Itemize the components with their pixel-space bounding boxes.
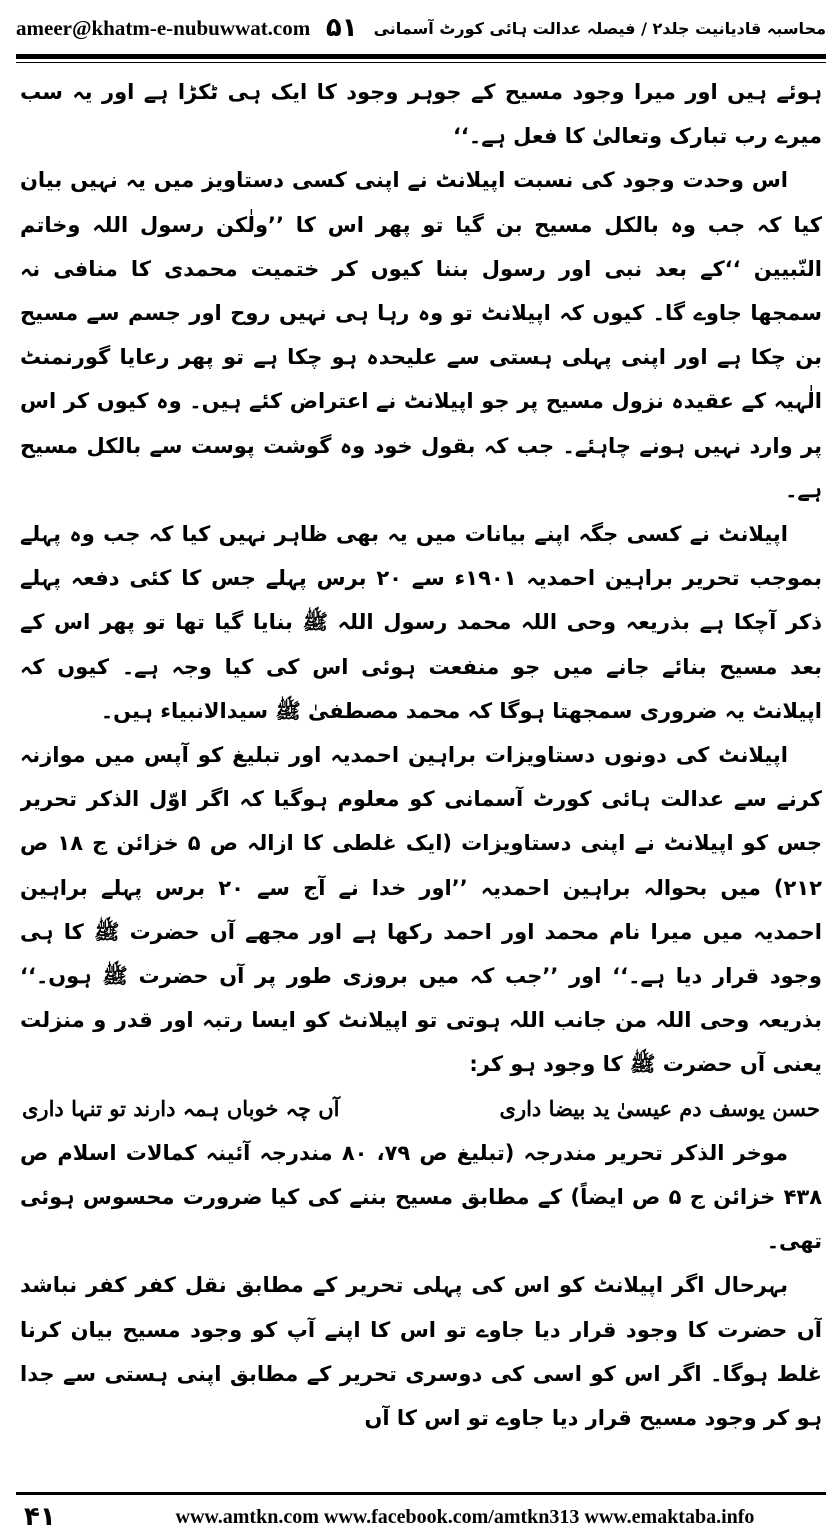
verse-second-hemistich: آں چہ خوباں ہمہ دارند تو تنہا داری: [22, 1095, 340, 1121]
body-paragraph-2: اس وحدت وجود کی نسبت اپیلانٹ نے اپنی کسی دستاویز میں یہ نہیں بیان کیا کہ جب وہ بالکل مسیح بن گیا تو پھر اس کا ’’ولٰکن رسول اللہ وخاتم النّبیین ‘‘کے بعد نبی اور رسول بننا کیوں کر ختمیت محمدی کا منافی نہ سمجھا جاوے گا۔ کیوں کہ اپیلانٹ تو وہ رہا ہی نہیں روح اور جسم سے مسیح بن چکا ہے اور اپنی پہلی ہستی سے علیحدہ ہو چکا ہے تو پھر رعایا گورنمنٹ الٰہیہ کے عقیدہ نزول مسیح پر جو اپیلانٹ نے اعتراض کئے ہیں۔ وہ کیوں کر اس پر وارد نہیں ہونے چاہئے۔ جب کہ بقول خود وہ گوشت پوست سے بالکل مسیح ہے۔: [20, 168, 822, 502]
header-email: ameer@khatm-e-nubuwwat.com: [16, 15, 311, 40]
header-right-group: [326, 13, 826, 43]
body-paragraph-6: بہرحال اگر اپیلانٹ کو اس کی پہلی تحریر کے مطابق نقل کفر کفر نباشد آں حضرت کا وجود قرار دیا جاوے تو اس کا اپنے آپ کو وجود مسیح بیان کرنا غلط ہوگا۔ اگر اس کو اسی کی دوسری تحریر کے مطابق اپنی ہستی سے جدا ہو کر وجود مسیح قرار دیا جاوے تو اس کا آں: [20, 1273, 822, 1431]
persian-verse: [20, 1087, 822, 1131]
header-page-number: ۵۱: [325, 13, 358, 43]
page-footer: [16, 1497, 826, 1537]
footer-rule: [16, 1492, 826, 1495]
footer-page-number: ۴۱: [24, 1502, 56, 1532]
page-body: [20, 70, 822, 1470]
body-paragraph-3: اپیلانٹ نے کسی جگہ اپنے بیانات میں یہ بھی ظاہر نہیں کیا کہ جب وہ پہلے بموجب تحریر براہین احمدیہ ۱۹۰۱ء سے ۲۰ برس پہلے جس کا کئی دفعہ پہلے ذکر آچکا ہے بذریعہ وحی اللہ محمد رسول اللہ ﷺ بنایا گیا تھا تو پھر اس کے بعد مسیح بنائے جانے میں جو منفعت ہوئی اس کی کیا وجہ ہے۔ کیوں کہ اپیلانٹ یہ ضروری سمجھتا ہوگا کہ محمد مصطفیٰ ﷺ سیدالانبیاء ہیں۔: [20, 522, 822, 723]
page-header: [16, 6, 826, 50]
footer-links[interactable]: www.amtkn.com www.facebook.com/amtkn313 www.emaktaba.info: [175, 1505, 755, 1528]
header-book-title: محاسبہ قادیانیت جلد۲ / فیصلہ عدالت ہائی کورٹ آسمانی: [373, 18, 826, 38]
header-rule-thin: [16, 62, 826, 63]
header-rule-thick: [16, 54, 826, 59]
verse-first-hemistich: حسن یوسف دم عیسیٰ ید بیضا داری: [499, 1095, 820, 1121]
body-paragraph-5: موخر الذکر تحریر مندرجہ (تبلیغ ص ۷۹، ۸۰ مندرجہ آئینہ کمالات اسلام ص ۴۳۸ خزائن ج ۵ ص ایضاً) کے مطابق مسیح بننے کی کیا ضرورت محسوس ہوئی تھی۔: [20, 1140, 822, 1254]
body-paragraph-4: اپیلانٹ کی دونوں دستاویزات براہین احمدیہ اور تبلیغ کو آپس میں موازنہ کرنے سے عدالت ہائی کورٹ آسمانی کو معلوم ہوگیا کہ اگر اوّل الذکر تحریر جس کو اپیلانٹ نے اپنی دستاویزات (ایک غلطی کا ازالہ ص ۵ خزائن ج ۱۸ ص ۲۱۲) میں بحوالہ براہین احمدیہ ’’اور خدا نے آج سے ۲۰ برس پہلے براہین احمدیہ میں میرا نام محمد اور احمد رکھا ہے اور مجھے آں حضرت ﷺ کا ہی وجود قرار دیا ہے۔‘‘ اور ’’جب کہ میں بروزی طور پر آں حضرت ﷺ ہوں۔‘‘ بذریعہ وحی اللہ من جانب اللہ ہوتی تو اپیلانٹ کو ایسا رتبہ اور قدر و منزلت یعنی آں حضرت ﷺ کا وجود ہو کر:: [20, 743, 822, 1077]
body-paragraph-1: ہوئے ہیں اور میرا وجود مسیح کے جوہر وجود کا ایک ہی ٹکڑا ہے اور یہ سب میرے رب تبارک وتعالیٰ کا فعل ہے۔‘‘: [20, 80, 822, 149]
